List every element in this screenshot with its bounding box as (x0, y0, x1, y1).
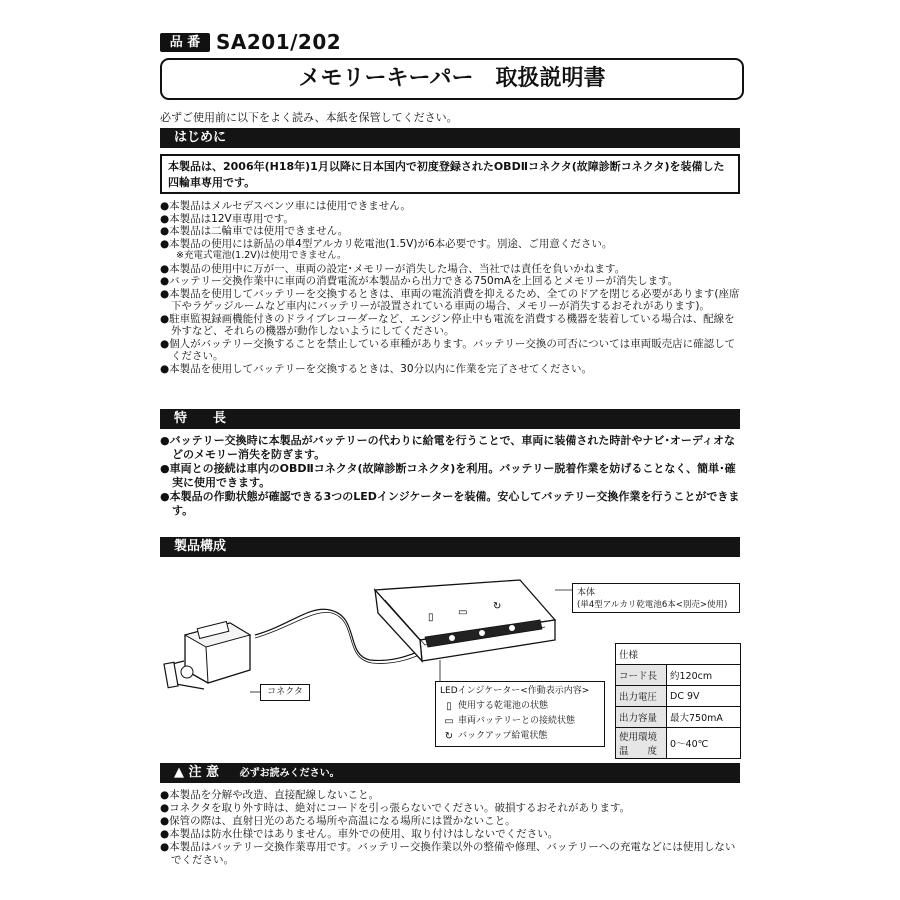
document-title: メモリーキーパー 取扱説明書 (160, 58, 744, 100)
list-item: ●本製品の作動状態が確認できる3つのLEDインジケーターを装備。安心してバッテリー交換作業を行うことができます。 (160, 490, 740, 517)
list-item: ●本製品は防水仕様ではありません。車外での使用、取り付けはしないでください。 (160, 828, 559, 840)
caution-heading (160, 763, 740, 783)
list-item: ●駐車監視録画機能付きのドライブレコーダーなど、エンジン停止中も電流を消費する機器を装着している場合は、配線を外すなど、それらの機器が動作しないようにしてください。 (160, 312, 735, 337)
list-item: ●個人がバッテリー交換することを禁止している車種があります。バッテリー交換の可否については車両販売店に確認してください。 (160, 337, 736, 362)
table-row (616, 707, 741, 728)
led-indicator-box (435, 681, 605, 747)
list-note: ※充電式電池(1.2V)は使用できません。 (176, 250, 347, 261)
section-features-heading: 特 長 (160, 409, 740, 429)
led-row (440, 714, 600, 729)
spec-value: 0～40℃ (667, 728, 741, 759)
battery-icon: ▯ (446, 701, 452, 712)
main-unit (375, 580, 555, 661)
list-item: ●本製品の使用には新品の単4型アルカリ乾電池(1.5V)が6本必要です。別途、ご用意ください。 (160, 237, 613, 250)
list-item: ●バッテリー交換作業中に車両の消費電流が本製品から出力できる750mAを上回るとメモリーが消失します。 (160, 275, 679, 287)
list-item: ●本製品の使用中に万が一、車両の設定･メモリーが消失した場合、当社では責任を負いかねます。 (160, 262, 626, 275)
list-item: ●本製品を使用してバッテリーを交換するときは、30分以内に作業を完了させてください。 (160, 362, 593, 375)
cycle-icon: ↻ (444, 731, 454, 742)
connector-callout: コネクタ (260, 684, 310, 701)
list-item: ●本製品を使用してバッテリーを交換するときは、車両の電流消費を抑えるため、全てのドアを閉じる必要があります(座席下やラゲッジルームなど車内にバッテリーが設置されている車両の場合、メモリーが消失するおそれがあります)。 (160, 287, 740, 312)
list-item: ●車両との接続は車内のOBDⅡコネクタ(故障診断コネクタ)を利用。バッテリー脱着作業を妨げることなく、簡単･確実に使用できます。 (160, 462, 736, 489)
spec-value: 約120cm (667, 665, 741, 686)
caution-title: 注 意 (188, 765, 220, 780)
list-item: ●バッテリー交換時に本製品がバッテリーの代わりに給電を行うことで、車両に装備された時計やナビ･オーディオなどのメモリー消失を防ぎます。 (160, 434, 735, 461)
spec-key: コード長 (616, 665, 667, 686)
list-item: ●本製品は12V車専用です。 (160, 212, 294, 225)
body-callout (572, 583, 740, 613)
section-components-heading: 製品構成 (160, 537, 740, 557)
spec-key: 出力容量 (616, 707, 667, 728)
features-list (160, 434, 740, 518)
list-item: ●本製品はバッテリー交換作業専用です。バッテリー交換作業以外の整備や修理、バッテリーへの充電などには使用しないでください。 (160, 841, 736, 866)
spec-value: DC 9V (667, 686, 741, 707)
car-battery-icon: ▭ (444, 716, 454, 727)
intro-text: 必ずご使用前に以下をよく読み、本紙を保管してください。 (160, 111, 458, 124)
list-item: ●本製品は二輪車では使用できません。 (160, 225, 349, 237)
table-row (616, 728, 741, 759)
led-label: バックアップ給電状態 (458, 731, 548, 741)
spec-key: 使用環境温 度 (616, 728, 667, 759)
svg-text:▭: ▭ (458, 607, 468, 618)
section-intro-heading: はじめに (160, 128, 740, 148)
table-row (616, 686, 741, 707)
list-item: ●本製品はメルセデスベンツ車には使用できません。 (160, 200, 411, 212)
spec-key: 出力電圧 (616, 686, 667, 707)
caution-subtitle: 必ずお読みください。 (239, 768, 340, 779)
body-note: (単4型アルカリ乾電池6本<別売>使用) (577, 600, 728, 610)
led-row (440, 729, 600, 744)
svg-text:↻: ↻ (493, 601, 502, 612)
led-title: LEDインジケーター<作動表示内容> (440, 686, 590, 696)
list-item: ●保管の際は、直射日光のあたる場所や高温になる場所には置かないこと。 (160, 815, 516, 827)
list-item: ●本製品を分解や改造、直接配線しないこと。 (160, 789, 380, 801)
table-row (616, 665, 741, 686)
spec-table (615, 643, 741, 759)
spec-title: 仕様 (616, 644, 741, 665)
led-label: 使用する乾電池の状態 (458, 701, 549, 711)
caution-list (160, 789, 740, 867)
obd-connector (164, 622, 250, 689)
intro-bullet-list (160, 200, 740, 375)
led-row (440, 699, 600, 714)
list-item: ●コネクタを取り外す時は、絶対にコードを引っ張らないでください。破損するおそれがあります。 (160, 802, 631, 814)
warning-icon: ▲ (174, 765, 184, 780)
svg-text:▯: ▯ (428, 612, 434, 623)
led-label: 車両バッテリーとの接続状態 (458, 716, 576, 726)
body-label: 本体 (577, 588, 596, 598)
model-number: SA201/202 (216, 30, 342, 54)
part-number-badge: 品 番 (160, 33, 210, 52)
compatibility-notice: 本製品は、2006年(H18年)1月以降に日本国内で初度登録されたOBDⅡコネクタ(故障診断コネクタ)を装備した四輪車専用です。 (160, 154, 740, 194)
spec-value: 最大750mA (667, 707, 741, 728)
